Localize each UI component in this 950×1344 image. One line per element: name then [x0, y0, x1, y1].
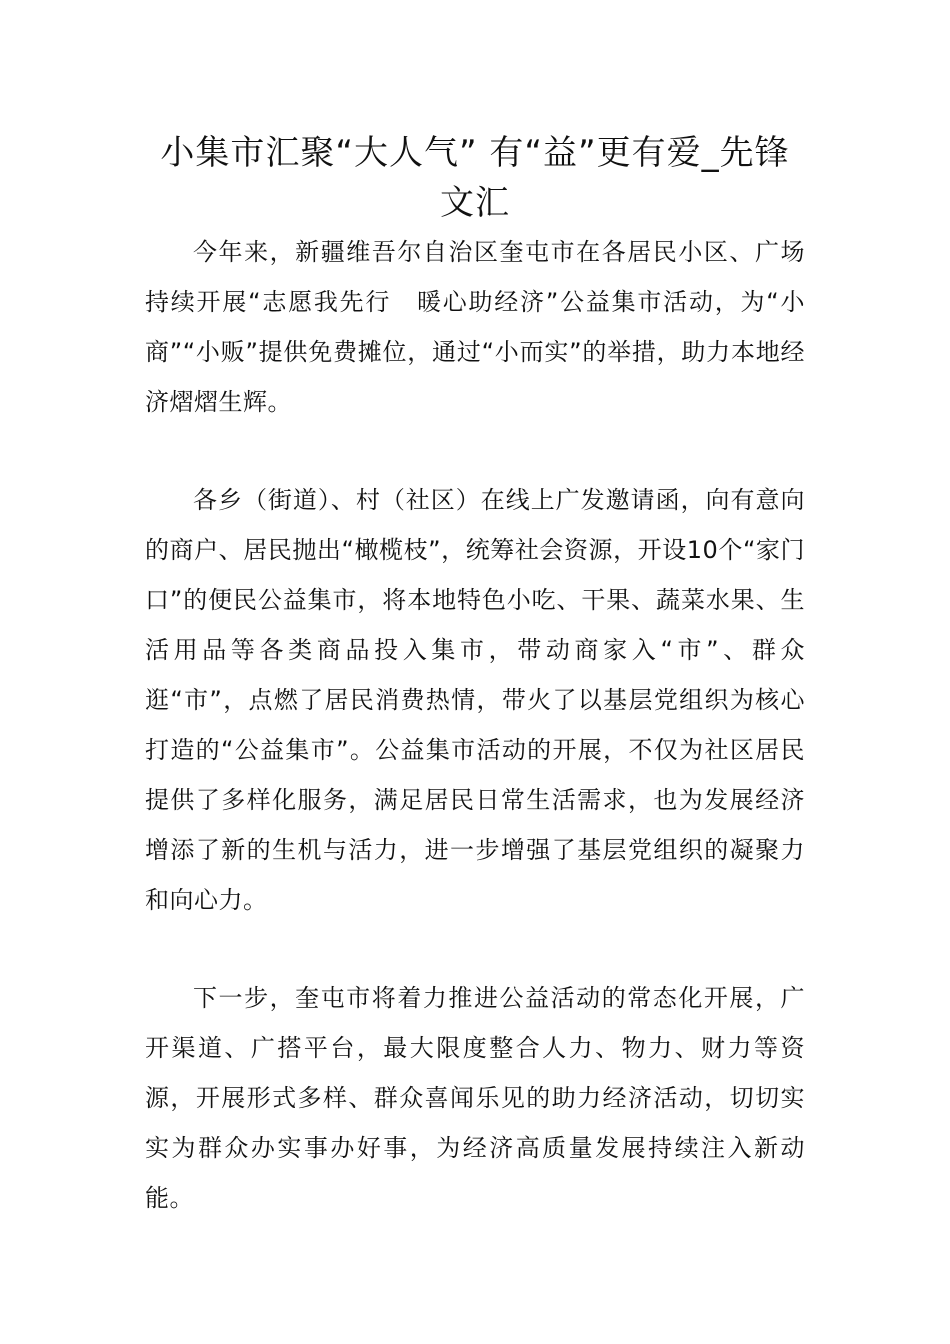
document-title: 小集市汇聚“大人气” 有“益”更有爱_先锋文汇 [160, 133, 790, 223]
paragraph-intro: 今年来，新疆维吾尔自治区奎屯市在各居民小区、广场持续开展“志愿我先行 暖心助经济”公益集市活动，为“小商”“小贩”提供免费摊位，通过“小而实”的举措，助力本地经济熠熠生辉。 [145, 238, 805, 416]
paragraph-body: 各乡（街道）、村（社区）在线上广发邀请函，向有意向的商户、居民抛出“橄榄枝”，统筹社会资源，开设10个“家门口”的便民公益集市，将本地特色小吃、干果、蔬菜水果、生活用品等各类商品投入集市，带动商家入“市”、群众逛“市”，点燃了居民消费热情，带火了以基层党组织为核心打造的“公益集市”。公益集市活动的开展，不仅为社区居民提供了多样化服务，满足居民日常生活需求，也为发展经济增添了新的生机与活力，进一步增强了基层党组织的凝聚力和向心力。 [145, 486, 805, 914]
paragraph-next-step: 下一步，奎屯市将着力推进公益活动的常态化开展，广开渠道、广搭平台，最大限度整合人力、物力、财力等资源，开展形式多样、群众喜闻乐见的助力经济活动，切切实实为群众办实事办好事，为经济高质量发展持续注入新动能。 [145, 984, 805, 1212]
